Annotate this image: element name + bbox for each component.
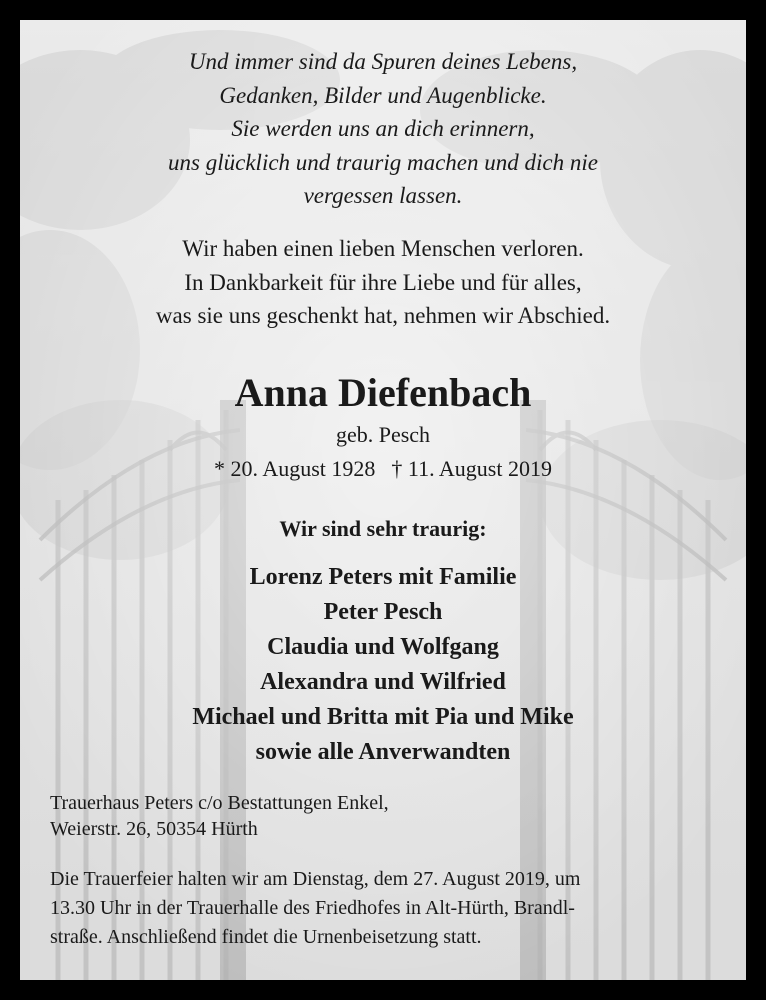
death-date: † 11. August 2019 xyxy=(391,456,552,481)
poem-line: Sie werden uns an dich erinnern, xyxy=(231,116,535,141)
mourner: Claudia und Wolfgang xyxy=(267,634,499,660)
poem-line: Gedanken, Bilder und Augenblicke. xyxy=(219,82,547,108)
mourners-list xyxy=(20,560,746,770)
mourner: Michael und Britta mit Pia und Mike xyxy=(192,704,574,730)
birth-name: geb. Pesch xyxy=(335,422,431,447)
service-line: straße. Anschließend findet die Urnenbeisetzung statt. xyxy=(50,926,482,948)
birth-date: * 20. August 1928 xyxy=(214,456,376,481)
address-line: Trauerhaus Peters c/o Bestattungen Enkel, xyxy=(50,792,389,814)
mourner: Alexandra und Wilfried xyxy=(260,669,506,695)
mourning-house-address xyxy=(50,790,730,842)
poem-line: vergessen lassen. xyxy=(303,183,463,208)
service-line: 13.30 Uhr in der Trauerhalle des Friedhofes in Alt-Hürth, Brandl- xyxy=(50,897,575,919)
intro-line: was sie uns geschenkt hat, nehmen wir Abschied. xyxy=(155,303,611,328)
intro-line: In Dankbarkeit für ihre Liebe und für alles, xyxy=(184,269,582,295)
obituary-content xyxy=(20,20,746,980)
obituary-panel xyxy=(20,20,746,980)
mourning-heading: Wir sind sehr traurig: xyxy=(279,516,487,541)
intro-text xyxy=(20,232,746,333)
poem xyxy=(20,45,746,213)
life-dates xyxy=(20,454,746,484)
mourner: sowie alle Anverwandten xyxy=(255,739,511,765)
poem-line: uns glücklich und traurig machen und dich nie xyxy=(168,149,598,175)
mourner: Peter Pesch xyxy=(323,599,443,625)
poem-line: Und immer sind da Spuren deines Lebens, xyxy=(188,49,578,74)
deceased-name: Anna Diefenbach xyxy=(234,370,532,415)
address-line: Weierstr. 26, 50354 Hürth xyxy=(50,818,258,840)
funeral-service-info xyxy=(50,865,730,952)
mourner: Lorenz Peters mit Familie xyxy=(249,564,517,590)
intro-line: Wir haben einen lieben Menschen verloren. xyxy=(182,236,584,261)
service-line: Die Trauerfeier halten wir am Dienstag, dem 27. August 2019, um xyxy=(50,868,581,890)
